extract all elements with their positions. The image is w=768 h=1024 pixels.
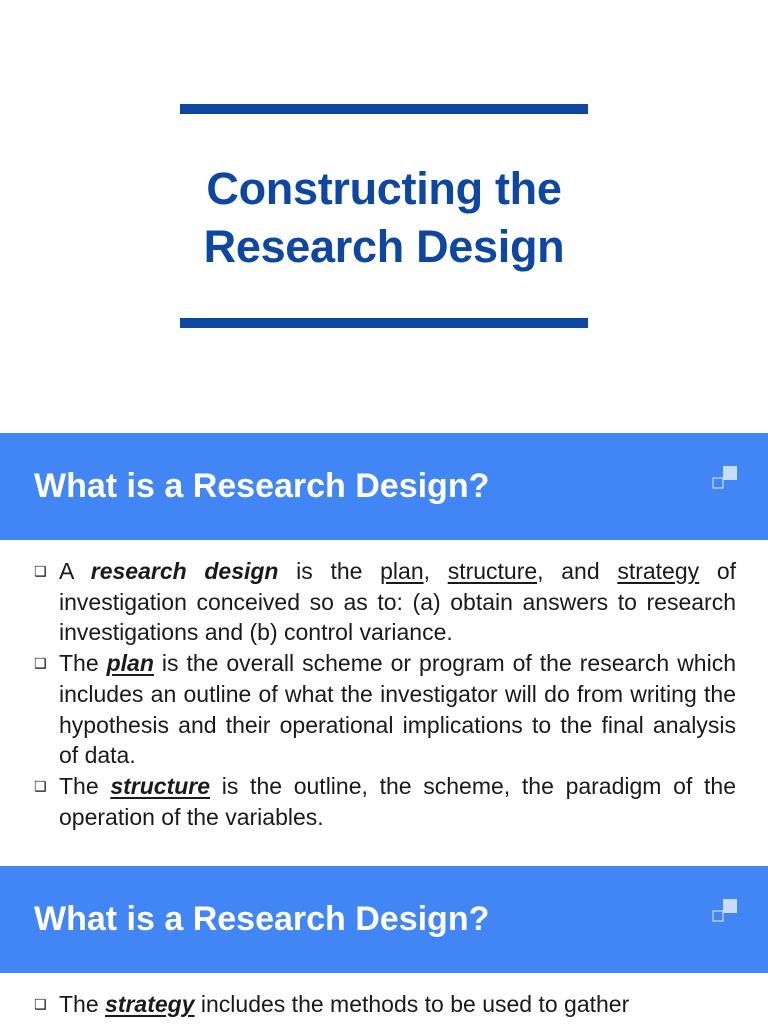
slide-title: [120, 160, 648, 276]
text-run: ,: [423, 558, 448, 584]
text-run: The: [59, 650, 107, 677]
section-body-2: [34, 989, 736, 1020]
bullet-item: [34, 648, 736, 771]
bullet-icon: ❑: [34, 777, 47, 794]
text-run: The: [59, 772, 111, 799]
underlined-term-plan: plan: [380, 558, 424, 584]
keyword-strategy: strategy: [105, 991, 195, 1017]
section-header-1: [0, 433, 768, 540]
underlined-term-structure: structure: [447, 558, 538, 584]
text-run: of investigation conceived so as to: (a) obtain answers to research investigations and (b) control variance.: [59, 558, 737, 646]
text-run: A: [59, 558, 91, 584]
section-heading: What is a Research Design?: [34, 900, 490, 938]
bullet-icon: ❑: [34, 563, 47, 579]
slide-corner-icon: [711, 464, 739, 492]
keyword-plan: plan: [106, 650, 154, 677]
section-body-1: [34, 556, 736, 832]
section-header-2: [0, 866, 768, 973]
title-line-1: Constructing the: [206, 163, 562, 214]
bullet-icon: ❑: [34, 996, 47, 1012]
bullet-item: [34, 556, 736, 648]
bullet-item: [34, 771, 736, 832]
text-run: The: [59, 991, 106, 1017]
section-heading: What is a Research Design?: [34, 467, 490, 505]
bullet-icon: ❑: [34, 655, 47, 672]
text-run: includes the methods to be used to gather: [194, 991, 630, 1017]
keyword-research-design: research design: [90, 558, 279, 584]
title-line-2: Research Design: [203, 221, 565, 272]
title-slide: [0, 0, 768, 433]
text-run: is the: [278, 558, 381, 584]
keyword-structure: structure: [110, 772, 211, 799]
title-top-rule: [180, 104, 588, 114]
title-bottom-rule: [180, 318, 588, 328]
slide-corner-icon: [711, 897, 739, 925]
text-run: is the overall scheme or program of the research which includes an outline of what the investigator will do from writing the hypothesis and their operational implications to the final analysis of data.: [59, 650, 736, 769]
text-run: is the outline, the scheme, the paradigm of the operation of the variables.: [59, 772, 737, 830]
bullet-item: [34, 989, 736, 1020]
underlined-term-strategy: strategy: [617, 558, 700, 584]
text-run: , and: [537, 558, 618, 584]
